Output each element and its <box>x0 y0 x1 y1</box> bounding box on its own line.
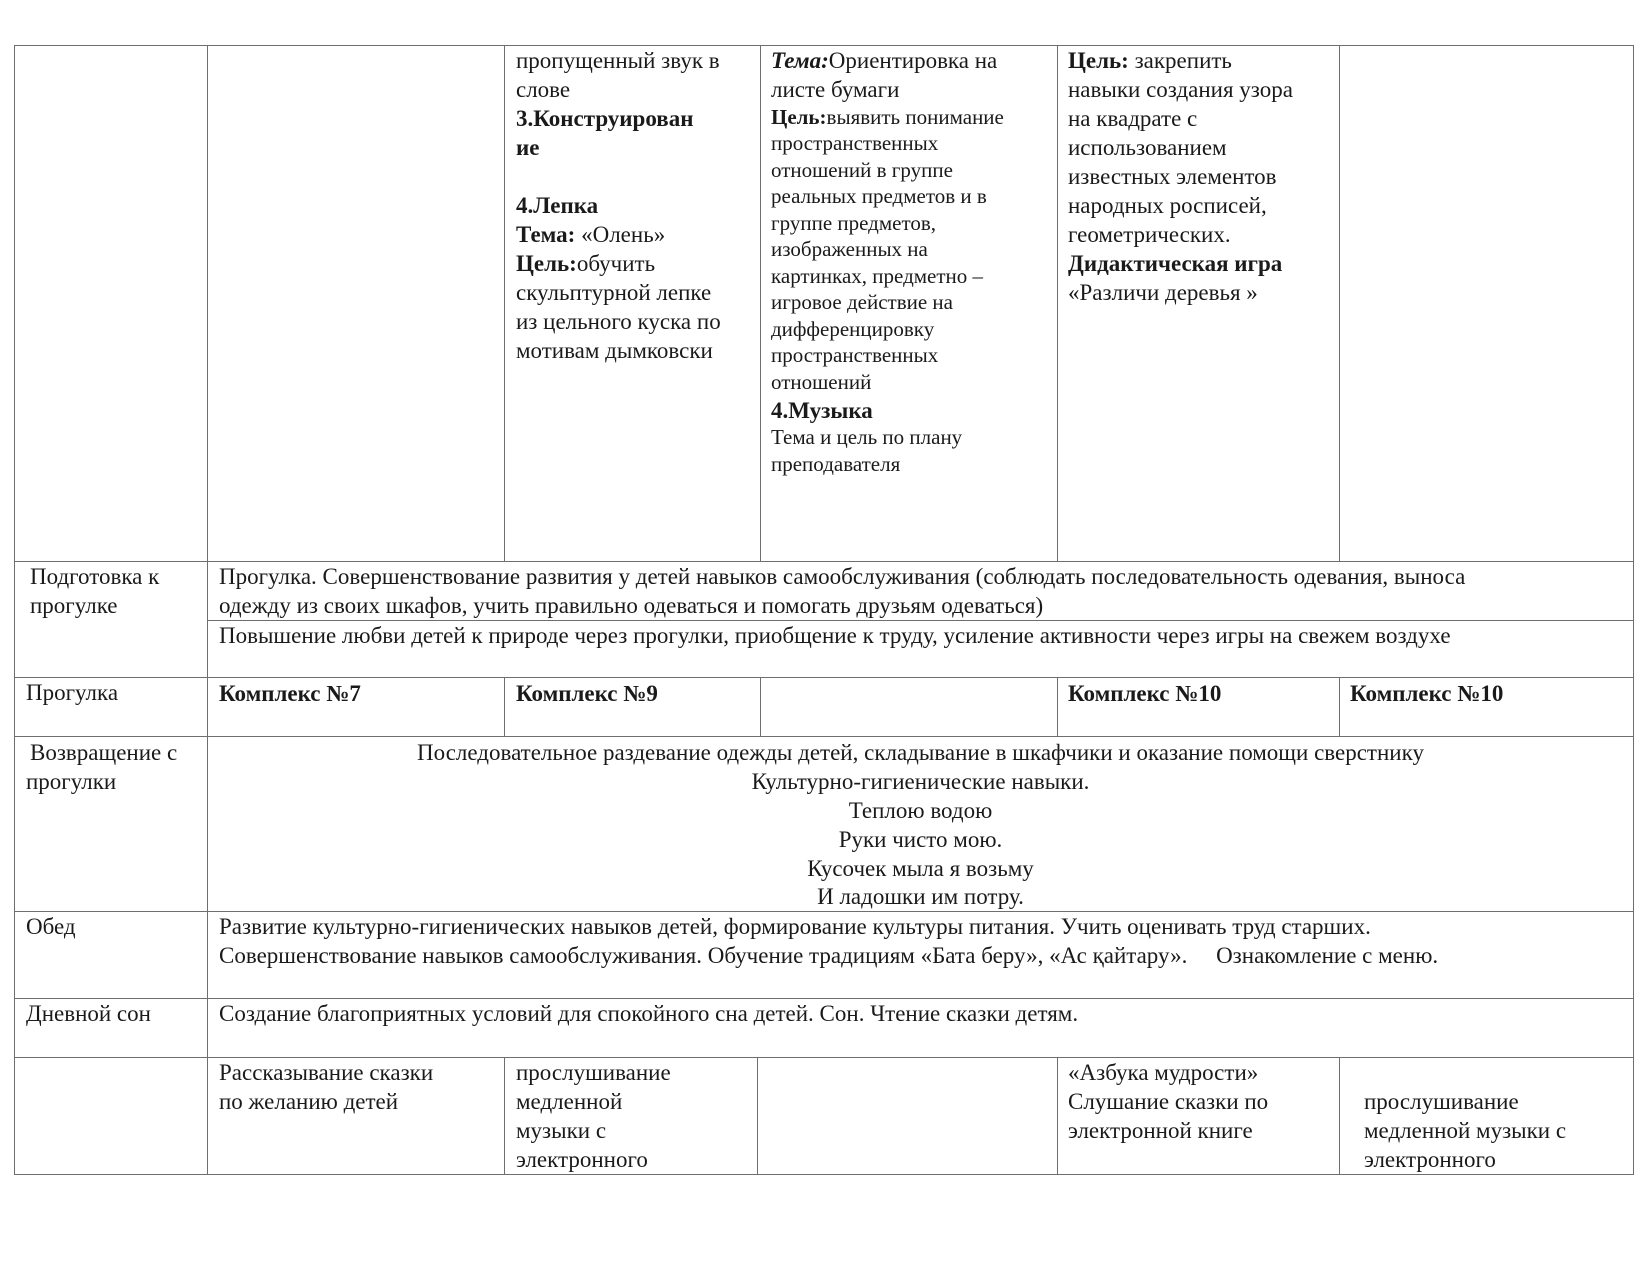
r1c5-goal-6: народных росписей, <box>1068 193 1267 218</box>
r1c4-tema <box>771 46 997 75</box>
r1c4-goal-2: пространственных <box>771 131 939 155</box>
r1c3-tema-value: «Олень» <box>575 222 666 247</box>
r1c3-goal-3: из цельного куска по <box>516 309 721 334</box>
r1c4-tema-value: Ориентировка на <box>828 48 998 73</box>
r1c3-line1: пропущенный звук в <box>516 48 720 73</box>
cell-r1-c2 <box>207 45 505 562</box>
prep-text2: Повышение любви детей к природе через прогулки, приобщение к труду, усиление активности через игры на свежем воздухе <box>219 623 1451 648</box>
r1c3-goal-4: мотивам дымковски <box>516 338 713 363</box>
prep-label-2: прогулке <box>30 593 118 618</box>
last-c6-line-2: медленной музыки с <box>1364 1118 1567 1143</box>
r1c3-line2: слове <box>516 77 571 102</box>
r1c4-music-head: 4.Музыка <box>771 398 873 423</box>
r1c4-goal-6: изображенных на <box>771 237 928 261</box>
last-c6-line-3: электронного <box>1364 1147 1496 1172</box>
cell-r1-c6 <box>1339 45 1634 562</box>
r1c3-goal <box>516 249 655 278</box>
last-c5-line-1: «Азбука мудрости» <box>1068 1060 1259 1085</box>
walk-complex-4: Комплекс №10 <box>1068 681 1222 706</box>
lunch-text-1: Развитие культурно-гигиенических навыков детей, формирование культуры питания. Учить оценивать труд старших. <box>219 914 1371 939</box>
r1c5-game-name: «Различи деревья » <box>1068 280 1258 305</box>
r1c3-lepka-head: 4.Лепка <box>516 193 599 218</box>
lunch-label: Обед <box>26 914 76 939</box>
return-line-6: И ладошки им потру. <box>817 884 1024 909</box>
last-c5-line-2: Слушание сказки по <box>1068 1089 1269 1114</box>
cell-last-c1 <box>14 1057 208 1175</box>
r1c4-music-2: преподавателя <box>771 452 901 476</box>
cell-r1-c1 <box>14 45 208 562</box>
r1c4-goal-3: отношений в группе <box>771 158 953 182</box>
last-c2-line-2: по желанию детей <box>219 1089 399 1114</box>
last-c6-line-1: прослушивание <box>1364 1089 1519 1114</box>
r1c4-goal-4: реальных предметов и в <box>771 184 987 208</box>
cell-last-c4 <box>757 1057 1058 1175</box>
nap-text: Создание благоприятных условий для спокойного сна детей. Сон. Чтение сказки детям. <box>219 1001 1079 1026</box>
r1c3-constr-head-2: ие <box>516 135 540 160</box>
last-c3-line-3: музыки с <box>516 1118 607 1143</box>
cell-walk-c4 <box>760 677 1058 737</box>
r1c4-goal-9: дифференцировку <box>771 317 935 341</box>
prep-text1-1: Прогулка. Совершенствование развития у детей навыков самообслуживания (соблюдать последовательность одевания, выноса <box>219 564 1466 589</box>
r1c3-tema-label: Тема: <box>516 222 576 247</box>
r1c5-goal-4: использованием <box>1068 135 1227 160</box>
r1c4-goal-1: выявить понимание <box>826 105 1004 129</box>
walk-complex-2: Комплекс №9 <box>516 681 658 706</box>
r1c4-music-1: Тема и цель по плану <box>771 425 963 449</box>
return-line-2: Культурно-гигиенические навыки. <box>751 769 1090 794</box>
return-line-4: Руки чисто мою. <box>838 827 1003 852</box>
return-line-1: Последовательное раздевание одежды детей, складывание в шкафчики и оказание помощи сверстнику <box>417 740 1424 765</box>
r1c5-goal-3: на квадрате с <box>1068 106 1198 131</box>
r1c3-goal-2: скульптурной лепке <box>516 280 712 305</box>
r1c5-goal-1: закрепить <box>1128 48 1232 73</box>
r1c4-goal <box>771 104 1004 131</box>
walk-label: Прогулка <box>26 680 119 705</box>
nap-label: Дневной сон <box>26 1001 151 1026</box>
r1c5-goal-label: Цель: <box>1068 48 1129 73</box>
r1c4-tema-value-2: листе бумаги <box>771 77 900 102</box>
lunch-text-2: Совершенствование навыков самообслуживания. Обучение традициям «Бата беру», «Ас қайтару». Ознакомление с меню. <box>219 943 1439 968</box>
return-line-5: Кусочек мыла я возьму <box>807 856 1034 881</box>
r1c4-goal-11: отношений <box>771 370 872 394</box>
r1c3-constr-head-1: 3.Конструирован <box>516 106 694 131</box>
r1c5-goal-2: навыки создания узора <box>1068 77 1293 102</box>
last-c3-line-4: электронного <box>516 1147 648 1172</box>
r1c4-tema-label: Тема: <box>771 48 829 73</box>
last-c3-line-1: прослушивание <box>516 1060 671 1085</box>
return-label-1: Возвращение с <box>30 740 178 765</box>
r1c5-goal-5: известных элементов <box>1068 164 1277 189</box>
return-label-2: прогулки <box>26 769 117 794</box>
last-c5-line-3: электронной книге <box>1068 1118 1253 1143</box>
walk-complex-5: Комплекс №10 <box>1350 681 1504 706</box>
r1c3-tema <box>516 220 665 249</box>
r1c5-goal <box>1068 46 1232 75</box>
r1c4-goal-10: пространственных <box>771 343 939 367</box>
r1c3-goal-1: обучить <box>576 251 656 276</box>
r1c4-goal-label: Цель: <box>771 105 827 129</box>
prep-label-1: Подготовка к <box>30 564 160 589</box>
r1c4-goal-7: картинках, предметно – <box>771 264 984 288</box>
r1c3-goal-label: Цель: <box>516 251 577 276</box>
last-c3-line-2: медленной <box>516 1089 623 1114</box>
r1c5-game-head: Дидактическая игра <box>1068 251 1283 276</box>
r1c4-goal-5: группе предметов, <box>771 211 937 235</box>
prep-text1-2: одежду из своих шкафов, учить правильно одеваться и помогать друзьям одеваться) <box>219 593 1044 618</box>
r1c5-goal-7: геометрических. <box>1068 222 1231 247</box>
return-line-3: Теплою водою <box>848 798 993 823</box>
r1c4-goal-8: игровое действие на <box>771 290 953 314</box>
last-c2-line-1: Рассказывание сказки <box>219 1060 434 1085</box>
walk-complex-1: Комплекс №7 <box>219 681 361 706</box>
